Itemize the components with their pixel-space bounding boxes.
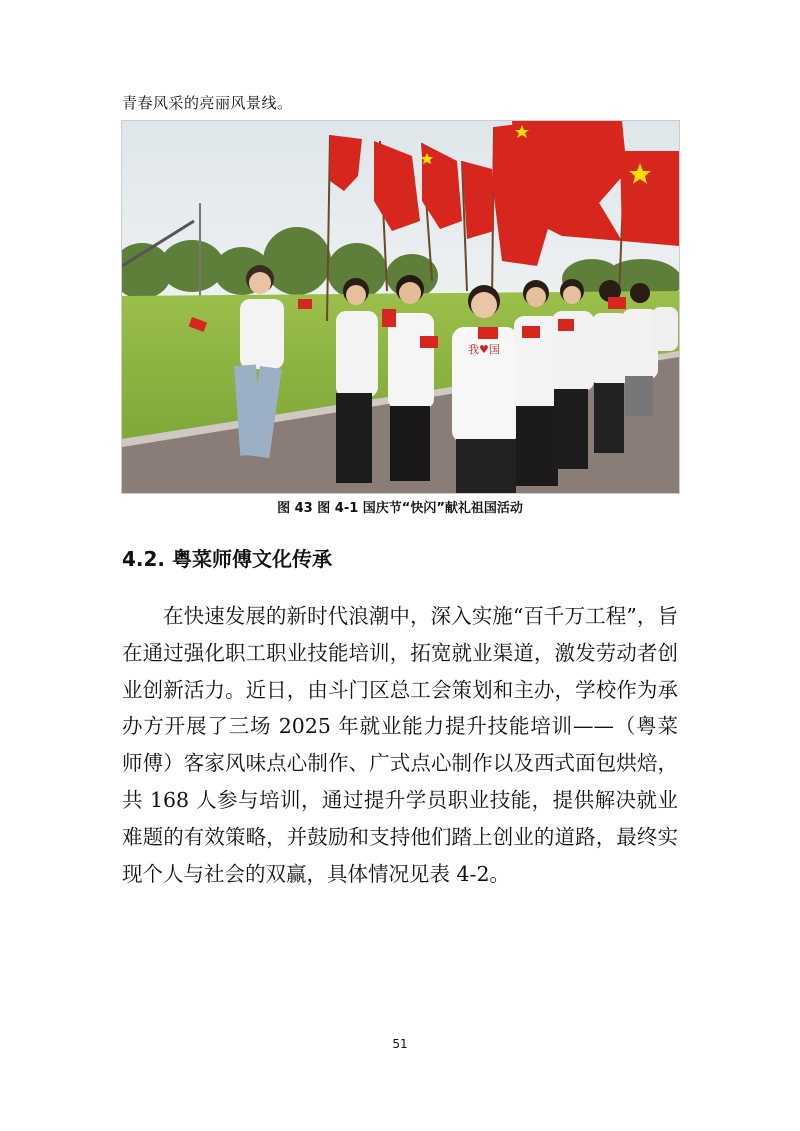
svg-text:我♥国: 我♥国 [468, 343, 500, 356]
figure-photo-national-day-flash-mob [121, 120, 680, 494]
section-heading: 4.2. 粤菜师傅文化传承 [122, 547, 332, 571]
section-paragraph: 在快速发展的新时代浪潮中，深入实施“百千万工程”，旨在通过强化职工职业技能培训，拓宽就业渠道，激发劳动者创业创新活力。近日，由斗门区总工会策划和主办，学校作为承办方开展了三场 2025 年就业能力提升技能培训——（粤菜师傅）客家风味点心制作、广式点心制作以及西式面包烘焙，共 168 人参与培训，通过提升学员职业技能，提供解决就业难题的有效策略，并鼓励和支持他们踏上创业的道路，最终实现个人与社会的双赢，具体情况见表 4-2。 [122, 604, 678, 886]
figure-caption: 图 43 图 4-1 国庆节“快闪”献礼祖国活动 [277, 501, 523, 516]
page-number: 51 [392, 1037, 408, 1051]
lead-text-line: 青春风采的亮丽风景线。 [122, 94, 293, 112]
